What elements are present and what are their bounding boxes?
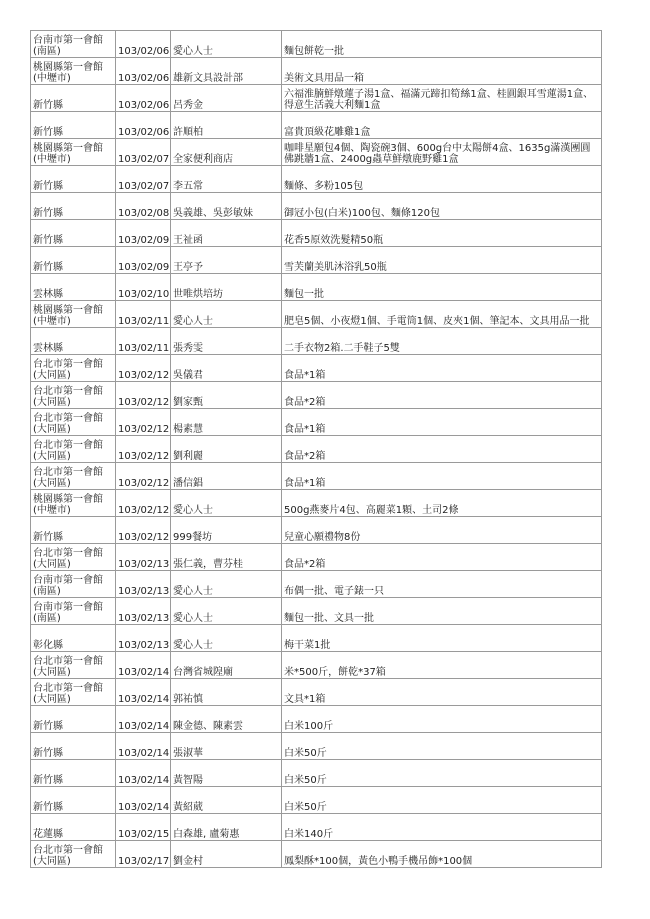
item-cell: 食品*2箱 (282, 544, 602, 571)
date-cell: 103/02/12 (116, 463, 171, 490)
date-cell: 103/02/06 (116, 31, 171, 58)
date-cell: 103/02/06 (116, 58, 171, 85)
date-cell: 103/02/14 (116, 679, 171, 706)
item-cell: 麵包一批、文具一批 (282, 598, 602, 625)
item-cell: 白米140斤 (282, 814, 602, 841)
item-cell: 白米100斤 (282, 706, 602, 733)
donor-cell: 雄新文具設計部 (171, 58, 282, 85)
date-cell: 103/02/07 (116, 166, 171, 193)
region-cell: 新竹縣 (31, 166, 116, 193)
item-cell: 麵條、多粉105包 (282, 166, 602, 193)
donor-cell: 黃智陽 (171, 760, 282, 787)
item-cell: 白米50斤 (282, 760, 602, 787)
table-row (31, 760, 602, 787)
donor-cell: 世唯烘培坊 (171, 274, 282, 301)
item-cell: 麵包餅乾一批 (282, 31, 602, 58)
item-cell: 雪芙蘭美肌沐浴乳50瓶 (282, 247, 602, 274)
table-row (31, 193, 602, 220)
date-cell: 103/02/14 (116, 706, 171, 733)
table-row (31, 139, 602, 166)
date-cell: 103/02/09 (116, 247, 171, 274)
table-row (31, 652, 602, 679)
donor-cell: 李五常 (171, 166, 282, 193)
item-cell: 肥皂5個、小夜燈1個、手電筒1個、皮夾1個、筆記本、文具用品一批 (282, 301, 602, 328)
date-cell: 103/02/12 (116, 355, 171, 382)
donor-cell: 999餐坊 (171, 517, 282, 544)
region-cell: 新竹縣 (31, 112, 116, 139)
item-cell: 鳳梨酥*100個，黃色小鴨手機吊飾*100個 (282, 841, 602, 868)
table-row (31, 112, 602, 139)
date-cell: 103/02/17 (116, 841, 171, 868)
table-row (31, 733, 602, 760)
table-row (31, 328, 602, 355)
region-cell: 台北市第一會館 (大同區) (31, 382, 116, 409)
table-row (31, 841, 602, 868)
region-cell: 彰化縣 (31, 625, 116, 652)
region-cell: 台南市第一會館 (南區) (31, 31, 116, 58)
date-cell: 103/02/13 (116, 625, 171, 652)
date-cell: 103/02/06 (116, 85, 171, 112)
donor-cell: 吳義雄、吳彭敏妹 (171, 193, 282, 220)
region-cell: 桃園縣第一會館 (中壢市) (31, 301, 116, 328)
item-cell: 食品*2箱 (282, 382, 602, 409)
table-row (31, 625, 602, 652)
region-cell: 雲林縣 (31, 328, 116, 355)
item-cell: 梅干菜1批 (282, 625, 602, 652)
date-cell: 103/02/14 (116, 733, 171, 760)
table-row (31, 436, 602, 463)
item-cell: 米*500斤，餅乾*37箱 (282, 652, 602, 679)
region-cell: 新竹縣 (31, 706, 116, 733)
item-cell: 麵包一批 (282, 274, 602, 301)
donor-cell: 陳金德、陳素雲 (171, 706, 282, 733)
donation-record-sheet (30, 30, 602, 868)
table-row (31, 247, 602, 274)
donor-cell: 黃紹葳 (171, 787, 282, 814)
table-row (31, 598, 602, 625)
item-cell: 御冠小包(白米)100包、麵條120包 (282, 193, 602, 220)
date-cell: 103/02/15 (116, 814, 171, 841)
donor-cell: 全家便利商店 (171, 139, 282, 166)
donor-cell: 愛心人士 (171, 625, 282, 652)
region-cell: 新竹縣 (31, 760, 116, 787)
table-row (31, 409, 602, 436)
region-cell: 新竹縣 (31, 193, 116, 220)
table-row (31, 382, 602, 409)
donor-cell: 愛心人士 (171, 31, 282, 58)
donor-cell: 王亭予 (171, 247, 282, 274)
item-cell: 文具*1箱 (282, 679, 602, 706)
donation-table-body (31, 31, 602, 868)
item-cell: 六福淮腩鮮燉蓮子湯1盒、福滿元蹄扣筍絲1盒、桂圓銀耳雪蓮湯1盒、得意生活義大利麵1盒 (282, 85, 602, 112)
item-cell: 二手衣物2箱.二手鞋子5雙 (282, 328, 602, 355)
date-cell: 103/02/11 (116, 328, 171, 355)
item-cell: 500g燕麥片4包、高麗菜1顆、土司2條 (282, 490, 602, 517)
date-cell: 103/02/12 (116, 517, 171, 544)
item-cell: 白米50斤 (282, 733, 602, 760)
date-cell: 103/02/12 (116, 436, 171, 463)
table-row (31, 463, 602, 490)
donor-cell: 張仁義，曹芬桂 (171, 544, 282, 571)
donor-cell: 愛心人士 (171, 490, 282, 517)
region-cell: 台北市第一會館 (大同區) (31, 544, 116, 571)
donor-cell: 呂秀金 (171, 85, 282, 112)
donor-cell: 愛心人士 (171, 598, 282, 625)
date-cell: 103/02/10 (116, 274, 171, 301)
date-cell: 103/02/09 (116, 220, 171, 247)
table-row (31, 571, 602, 598)
item-cell: 兒童心願禮物8份 (282, 517, 602, 544)
region-cell: 新竹縣 (31, 247, 116, 274)
donor-cell: 王祉函 (171, 220, 282, 247)
item-cell: 食品*1箱 (282, 355, 602, 382)
table-row (31, 31, 602, 58)
region-cell: 台北市第一會館 (大同區) (31, 355, 116, 382)
item-cell: 食品*1箱 (282, 409, 602, 436)
region-cell: 台南市第一會館 (南區) (31, 598, 116, 625)
item-cell: 花香5原效洗髮精50瓶 (282, 220, 602, 247)
date-cell: 103/02/06 (116, 112, 171, 139)
region-cell: 新竹縣 (31, 220, 116, 247)
donor-cell: 劉利麗 (171, 436, 282, 463)
date-cell: 103/02/12 (116, 409, 171, 436)
donation-table (30, 30, 602, 868)
region-cell: 新竹縣 (31, 85, 116, 112)
table-row (31, 85, 602, 112)
item-cell: 食品*2箱 (282, 436, 602, 463)
region-cell: 桃園縣第一會館 (中壢市) (31, 58, 116, 85)
table-row (31, 301, 602, 328)
table-row (31, 355, 602, 382)
donor-cell: 許順柏 (171, 112, 282, 139)
donor-cell: 張秀雯 (171, 328, 282, 355)
table-row (31, 787, 602, 814)
date-cell: 103/02/07 (116, 139, 171, 166)
region-cell: 台北市第一會館 (大同區) (31, 652, 116, 679)
table-row (31, 490, 602, 517)
region-cell: 台北市第一會館 (大同區) (31, 679, 116, 706)
donor-cell: 劉家甄 (171, 382, 282, 409)
table-row (31, 58, 602, 85)
date-cell: 103/02/13 (116, 571, 171, 598)
region-cell: 台北市第一會館 (大同區) (31, 463, 116, 490)
date-cell: 103/02/08 (116, 193, 171, 220)
date-cell: 103/02/13 (116, 544, 171, 571)
donor-cell: 劉金村 (171, 841, 282, 868)
region-cell: 桃園縣第一會館 (中壢市) (31, 490, 116, 517)
item-cell: 白米50斤 (282, 787, 602, 814)
item-cell: 美術文具用品一箱 (282, 58, 602, 85)
date-cell: 103/02/11 (116, 301, 171, 328)
item-cell: 富貴頂級花雕雞1盒 (282, 112, 602, 139)
date-cell: 103/02/14 (116, 652, 171, 679)
table-row (31, 517, 602, 544)
donor-cell: 張淑華 (171, 733, 282, 760)
date-cell: 103/02/13 (116, 598, 171, 625)
table-row (31, 679, 602, 706)
donor-cell: 台灣省城隍廟 (171, 652, 282, 679)
date-cell: 103/02/14 (116, 787, 171, 814)
region-cell: 台北市第一會館 (大同區) (31, 409, 116, 436)
table-row (31, 220, 602, 247)
donor-cell: 郭祐慎 (171, 679, 282, 706)
region-cell: 雲林縣 (31, 274, 116, 301)
region-cell: 新竹縣 (31, 517, 116, 544)
table-row (31, 544, 602, 571)
item-cell: 食品*1箱 (282, 463, 602, 490)
date-cell: 103/02/12 (116, 382, 171, 409)
table-row (31, 814, 602, 841)
item-cell: 布偶一批、電子錶一只 (282, 571, 602, 598)
region-cell: 桃園縣第一會館 (中壢市) (31, 139, 116, 166)
region-cell: 花蓮縣 (31, 814, 116, 841)
date-cell: 103/02/12 (116, 490, 171, 517)
donor-cell: 潘信錩 (171, 463, 282, 490)
region-cell: 台北市第一會館 (大同區) (31, 436, 116, 463)
donor-cell: 愛心人士 (171, 571, 282, 598)
table-row (31, 274, 602, 301)
table-row (31, 706, 602, 733)
region-cell: 台南市第一會館 (南區) (31, 571, 116, 598)
item-cell: 咖啡星願包4個、陶瓷碗3個、600g台中太陽餅4盒、1635g滿漢團圓佛跳牆1盒、2400g蟲草鮮燉鹿野雞1盒 (282, 139, 602, 166)
region-cell: 新竹縣 (31, 733, 116, 760)
donor-cell: 愛心人士 (171, 301, 282, 328)
table-row (31, 166, 602, 193)
donor-cell: 白森雄, 盧菊惠 (171, 814, 282, 841)
region-cell: 台北市第一會館 (大同區) (31, 841, 116, 868)
date-cell: 103/02/14 (116, 760, 171, 787)
donor-cell: 楊素慧 (171, 409, 282, 436)
region-cell: 新竹縣 (31, 787, 116, 814)
donor-cell: 吳儀君 (171, 355, 282, 382)
